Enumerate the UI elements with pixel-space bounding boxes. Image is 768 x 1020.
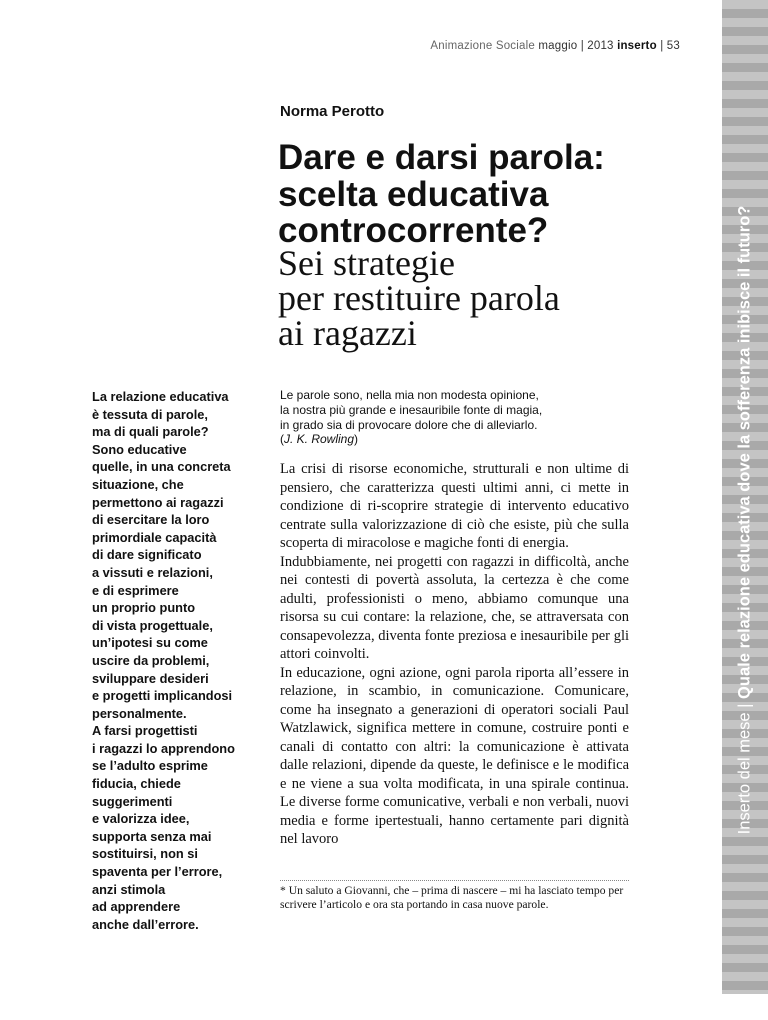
abstract-line: suggerimenti	[92, 793, 173, 809]
title-line: scelta educativa	[278, 174, 549, 214]
abstract-line: supporta senza mai	[92, 828, 212, 844]
abstract-line: La relazione educativa	[92, 389, 229, 404]
abstract-line: quelle, in una concreta	[92, 459, 231, 475]
body-paragraph: Indubbiamente, nei progetti con ragazzi in difficoltà, anche nei contesti di povertà assoluta, la certezza è che come adulti, professionisti o meno, abbiamo comunque una risorsa su cui contare: la relazione, che, se attraversata con consapevolezza, diventa fonte preziosa e inesauribile per gli attori coinvolti.	[280, 553, 629, 662]
abstract-line: A farsi progettisti	[92, 723, 198, 739]
abstract-line: e progetti implicandosi	[92, 688, 233, 704]
subtitle-line: per restituire parola	[278, 278, 560, 318]
abstract-line: e valorizza idee,	[92, 811, 190, 827]
epigraph	[280, 388, 640, 447]
section-label: inserto	[617, 40, 657, 52]
abstract-line: è tessuta di parole,	[92, 406, 208, 422]
article-body	[280, 460, 629, 849]
abstract-line: sostituirsi, non si	[92, 846, 198, 862]
abstract-line: di vista progettuale,	[92, 617, 213, 633]
abstract-sidebar	[92, 388, 262, 933]
magazine-name: Animazione Sociale	[430, 40, 535, 52]
article-subtitle	[278, 243, 698, 353]
title-line: Dare e darsi parola:	[278, 138, 605, 177]
running-header	[380, 40, 680, 52]
side-band-text	[736, 20, 755, 1020]
epigraph-line: la nostra più grande e inesauribile fonte di magia,	[280, 402, 543, 417]
title-line: controcorrente?	[278, 211, 549, 250]
abstract-line: anzi stimola	[92, 881, 166, 897]
abstract-line: personalmente.	[92, 705, 187, 721]
abstract-line: permettono ai ragazzi	[92, 494, 224, 510]
body-paragraph: La crisi di risorse economiche, strutturali e non ultime di pensiero, che caratterizza questi ultimi anni, ci mette in condizione di ri-scoprire strategie di intervento educativo centrate sulla valorizzazione di ciò che esiste, più che sulla scoperta di miracolose e magiche fonti di energia.	[280, 461, 629, 551]
epigraph-line: Le parole sono, nella mia non modesta opinione,	[280, 388, 539, 402]
abstract-line: primordiale capacità	[92, 529, 217, 545]
abstract-line: di dare significato	[92, 547, 202, 563]
abstract-line: uscire da problemi,	[92, 652, 210, 668]
abstract-line: spaventa per l’errore,	[92, 864, 223, 880]
abstract-line: anche dall’errore.	[92, 916, 199, 932]
abstract-line: ad apprendere	[92, 899, 181, 915]
footnote-divider	[280, 880, 629, 881]
side-band	[722, 0, 768, 994]
abstract-line: Sono educative	[92, 441, 187, 457]
subtitle-line: ai ragazzi	[278, 313, 417, 353]
abstract-line: fiducia, chiede	[92, 776, 181, 792]
subtitle-line: Sei strategie	[278, 243, 455, 283]
abstract-line: sviluppare desideri	[92, 670, 209, 686]
side-band-prefix: Inserto del mese |	[735, 703, 754, 835]
article-title	[278, 140, 698, 250]
abstract-line: di esercitare la loro	[92, 512, 210, 528]
abstract-line: se l’adulto esprime	[92, 758, 208, 774]
body-paragraph: In educazione, ogni azione, ogni parola riporta all’essere in relazione, in scambio, in comunicazione. Comunicare, come ha insegnato a generazioni di operatori sociali Paul Watzlawick, significa mettere in comune, costruire ponti e canali di contatto con altri: la comunicazione è attivata dalle relazioni, dipende da queste, le definisce e le modifica e ne viene a sua volta modificata, in una spirale continua. Le diverse forme comunicative, verbali e non verbali, nuovi media e forme ipertestuali, hanno certamente pari dignità nel lavoro	[280, 664, 629, 847]
abstract-line: e di esprimere	[92, 582, 179, 598]
abstract-line: a vissuti e relazioni,	[92, 564, 213, 580]
abstract-line: situazione, che	[92, 476, 184, 492]
side-band-title: Quale relazione educativa dove la sofferenza inibisce il futuro?	[735, 205, 754, 699]
author-name: Norma Perotto	[280, 103, 385, 120]
abstract-line: i ragazzi lo apprendono	[92, 740, 235, 756]
abstract-line: ma di quali parole?	[92, 424, 209, 440]
abstract-line: un’ipotesi su come	[92, 635, 208, 651]
issue-date: maggio | 2013	[538, 40, 614, 52]
epigraph-attribution: (J. K. Rowling)	[280, 432, 359, 447]
abstract-line: un proprio punto	[92, 600, 196, 616]
epigraph-author: J. K. Rowling	[284, 432, 355, 447]
page-number: | 53	[660, 40, 680, 52]
footnote: * Un saluto a Giovanni, che – prima di nascere – mi ha lasciato tempo per scrivere l’articolo e ora sta portando in casa nuove parole.	[280, 884, 624, 911]
epigraph-line: in grado sia di provocare dolore che di alleviarlo.	[280, 417, 538, 432]
